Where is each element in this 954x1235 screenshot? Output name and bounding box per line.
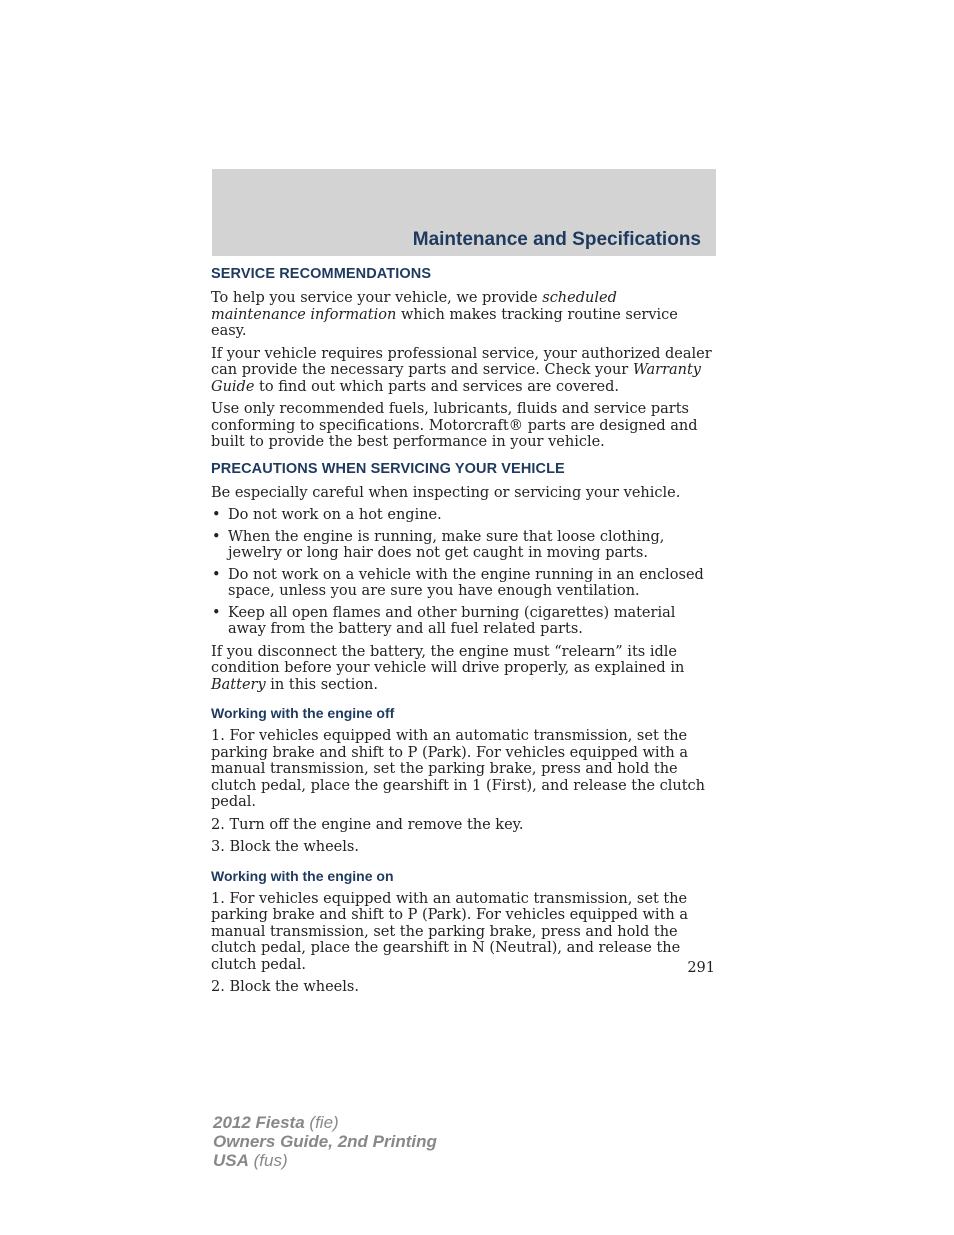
- subheading-engine-off: Working with the engine off: [211, 705, 395, 721]
- footer-imprint: [213, 1113, 437, 1170]
- section-heading-precautions: PRECAUTIONS WHEN SERVICING YOUR VEHICLE: [211, 460, 565, 477]
- chapter-header-band: [212, 169, 716, 256]
- scheduled-maintenance-ref: scheduled maintenance information: [211, 290, 617, 323]
- paragraph-battery-relearn: If you disconnect the battery, the engine must “relearn” its idle condition before your vehicle will drive properly, as explained in Battery in this section.: [211, 643, 685, 693]
- step-engine-on-1: 1. For vehicles equipped with an automatic transmission, set the parking brake and shift to P (Park). For vehicles equipped with a manual transmission, set the parking brake, press and hold the clutch pedal, place the gearshift in N (Neutral), and release the clutch pedal.: [211, 890, 688, 973]
- list-item: • Keep all open flames and other burning (cigarettes) material away from the battery and all fuel related parts.: [211, 605, 716, 638]
- section-heading-service-recommendations: SERVICE RECOMMENDATIONS: [211, 266, 432, 282]
- step-engine-on-2: 2. Block the wheels.: [211, 979, 359, 995]
- subheading-engine-on: Working with the engine on: [211, 867, 394, 884]
- paragraph-professional-service: If your vehicle requires professional service, your authorized dealer can provide the necessary parts and service. Check your Warranty Guide to find out which parts and services are covered.: [211, 345, 712, 395]
- step-engine-off-1: 1. For vehicles equipped with an automatic transmission, set the parking brake and shift to P (Park). For vehicles equipped with a manual transmission, set the parking brake, press and hold the clutch pedal, place the gearshift in 1 (First), and release the clutch pedal.: [211, 728, 705, 810]
- page-content: [211, 266, 716, 1002]
- list-item: • Do not work on a hot engine.: [211, 507, 716, 524]
- precautions-list: [211, 507, 716, 638]
- battery-ref: Battery: [211, 676, 266, 693]
- paragraph-precautions-intro: Be especially careful when inspecting or servicing your vehicle.: [211, 484, 681, 501]
- footer-line-guide: Owners Guide, 2nd Printing: [213, 1132, 437, 1151]
- list-item: • Do not work on a vehicle with the engine running in an enclosed space, unless you are sure you have enough ventilation.: [211, 567, 716, 600]
- footer-line-model: 2012 Fiesta (fie): [213, 1113, 339, 1132]
- paragraph-service-intro: To help you service your vehicle, we provide scheduled maintenance information which makes tracking routine service easy.: [211, 290, 678, 339]
- paragraph-recommended-parts: Use only recommended fuels, lubricants, fluids and service parts conforming to specifications. Motorcraft® parts are designed and built to provide the best performance in your vehicle.: [211, 401, 698, 450]
- list-item: • When the engine is running, make sure that loose clothing, jewelry or long hair does not get caught in moving parts.: [211, 529, 716, 562]
- footer-line-region: USA (fus): [213, 1151, 288, 1170]
- page-number: 291: [687, 960, 715, 976]
- warranty-guide-ref: Warranty Guide: [211, 362, 701, 395]
- chapter-title: Maintenance and Specifications: [412, 229, 701, 250]
- step-engine-off-2: 2. Turn off the engine and remove the key.: [211, 816, 524, 833]
- step-engine-off-3: 3. Block the wheels.: [211, 839, 359, 855]
